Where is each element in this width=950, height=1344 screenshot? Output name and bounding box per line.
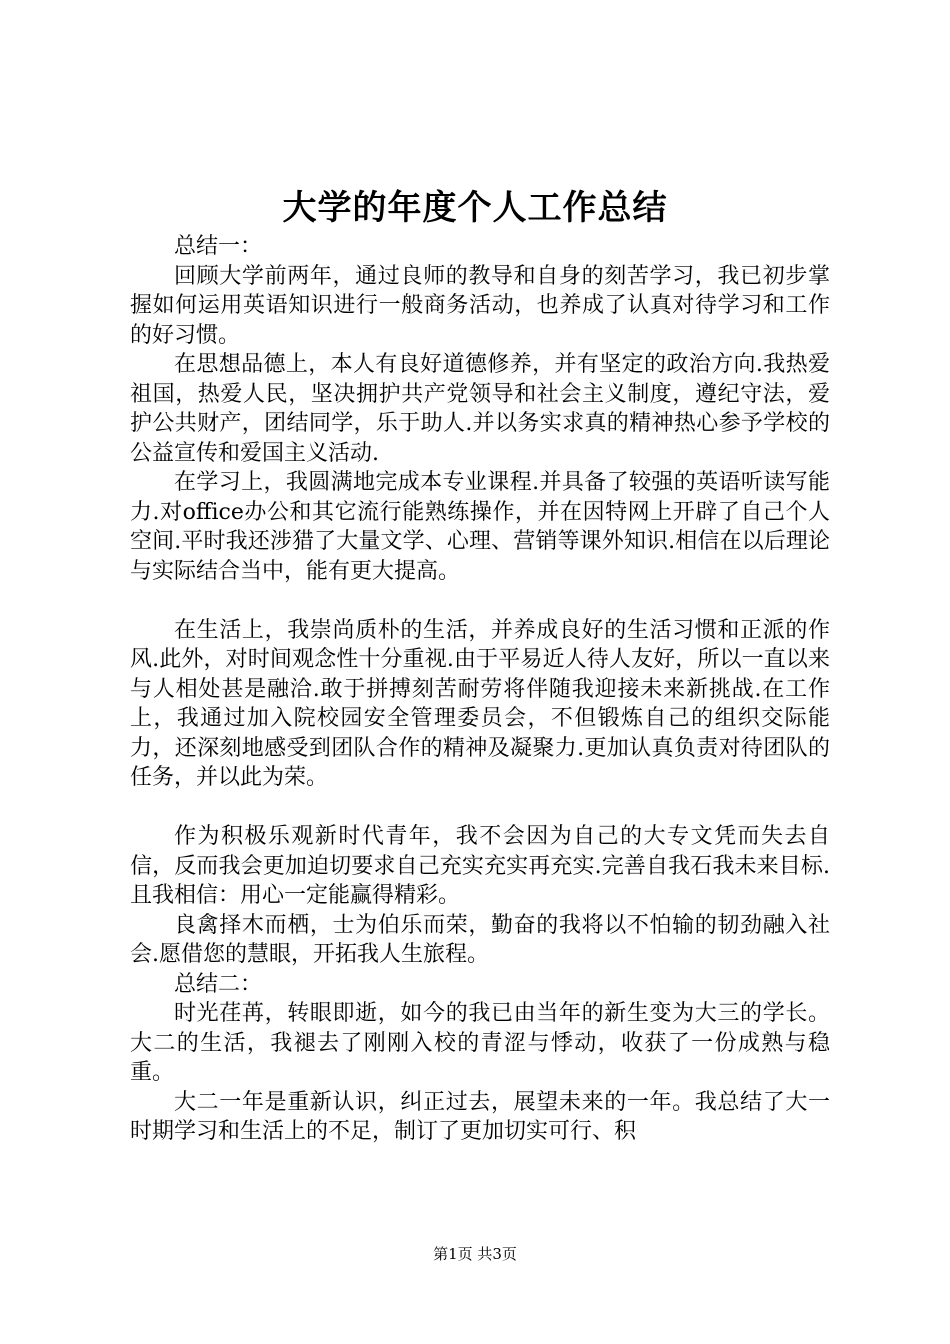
section-heading-1: 总结一： xyxy=(174,234,263,259)
paragraph: 在学习上，我圆满地完成本专业课程.并具备了较强的英语听读写能力.对office办公和其它流行能熟练操作，并在因特网上开辟了自己个人空间.平时我还涉猎了大量文学、心理、营销等课外知识.相信在以后理论与实际结合当中，能有更大提高。 xyxy=(130,470,830,584)
page-footer: 第1页 共3页 xyxy=(433,1245,517,1263)
paragraph: 回顾大学前两年，通过良师的教导和自身的刻苦学习，我已初步掌握如何运用英语知识进行一般商务活动，也养成了认真对待学习和工作的好习惯。 xyxy=(130,263,830,348)
document-body xyxy=(130,232,830,1147)
paragraph: 良禽择木而栖，士为伯乐而荣，勤奋的我将以不怕输的韧劲融入社会.愿借您的慧眼，开拓我人生旅程。 xyxy=(130,912,830,967)
paragraph: 作为积极乐观新时代青年，我不会因为自己的大专文凭而失去自信，反而我会更加迫切要求自己充实充实再充实.完善自我石我未来目标.且我相信：用心一定能赢得精彩。 xyxy=(130,824,830,908)
paragraph: 在思想品德上，本人有良好道德修养，并有坚定的政治方向.我热爱祖国，热爱人民，坚决拥护共产党领导和社会主义制度，遵纪守法，爱护公共财产，团结同学，乐于助人.并以务实求真的精神热心参予学校的公益宣传和爱国主义活动. xyxy=(130,352,830,466)
section-heading-2: 总结二： xyxy=(174,971,263,997)
paragraph: 大二一年是重新认识，纠正过去，展望未来的一年。我总结了大一时期学习和生活上的不足，制订了更加切实可行、积 xyxy=(130,1089,830,1144)
document-title: 大学的年度个人工作总结 xyxy=(282,188,668,228)
paragraph: 时光荏苒，转眼即逝，如今的我已由当年的新生变为大三的学长。大二的生活，我褪去了刚刚入校的青涩与悸动，收获了一份成熟与稳重。 xyxy=(130,1001,830,1085)
paragraph: 在生活上，我崇尚质朴的生活，并养成良好的生活习惯和正派的作风.此外，对时间观念性十分重视.由于平易近人待人友好，所以一直以来与人相处甚是融洽.敢于拼搏刻苦耐劳将伴随我迎接未来新挑战.在工作上，我通过加入院校园安全管理委员会，不但锻炼自己的组织交际能力，还深刻地感受到团队合作的精神及凝聚力.更加认真负责对待团队的任务，并以此为荣。 xyxy=(130,617,830,790)
